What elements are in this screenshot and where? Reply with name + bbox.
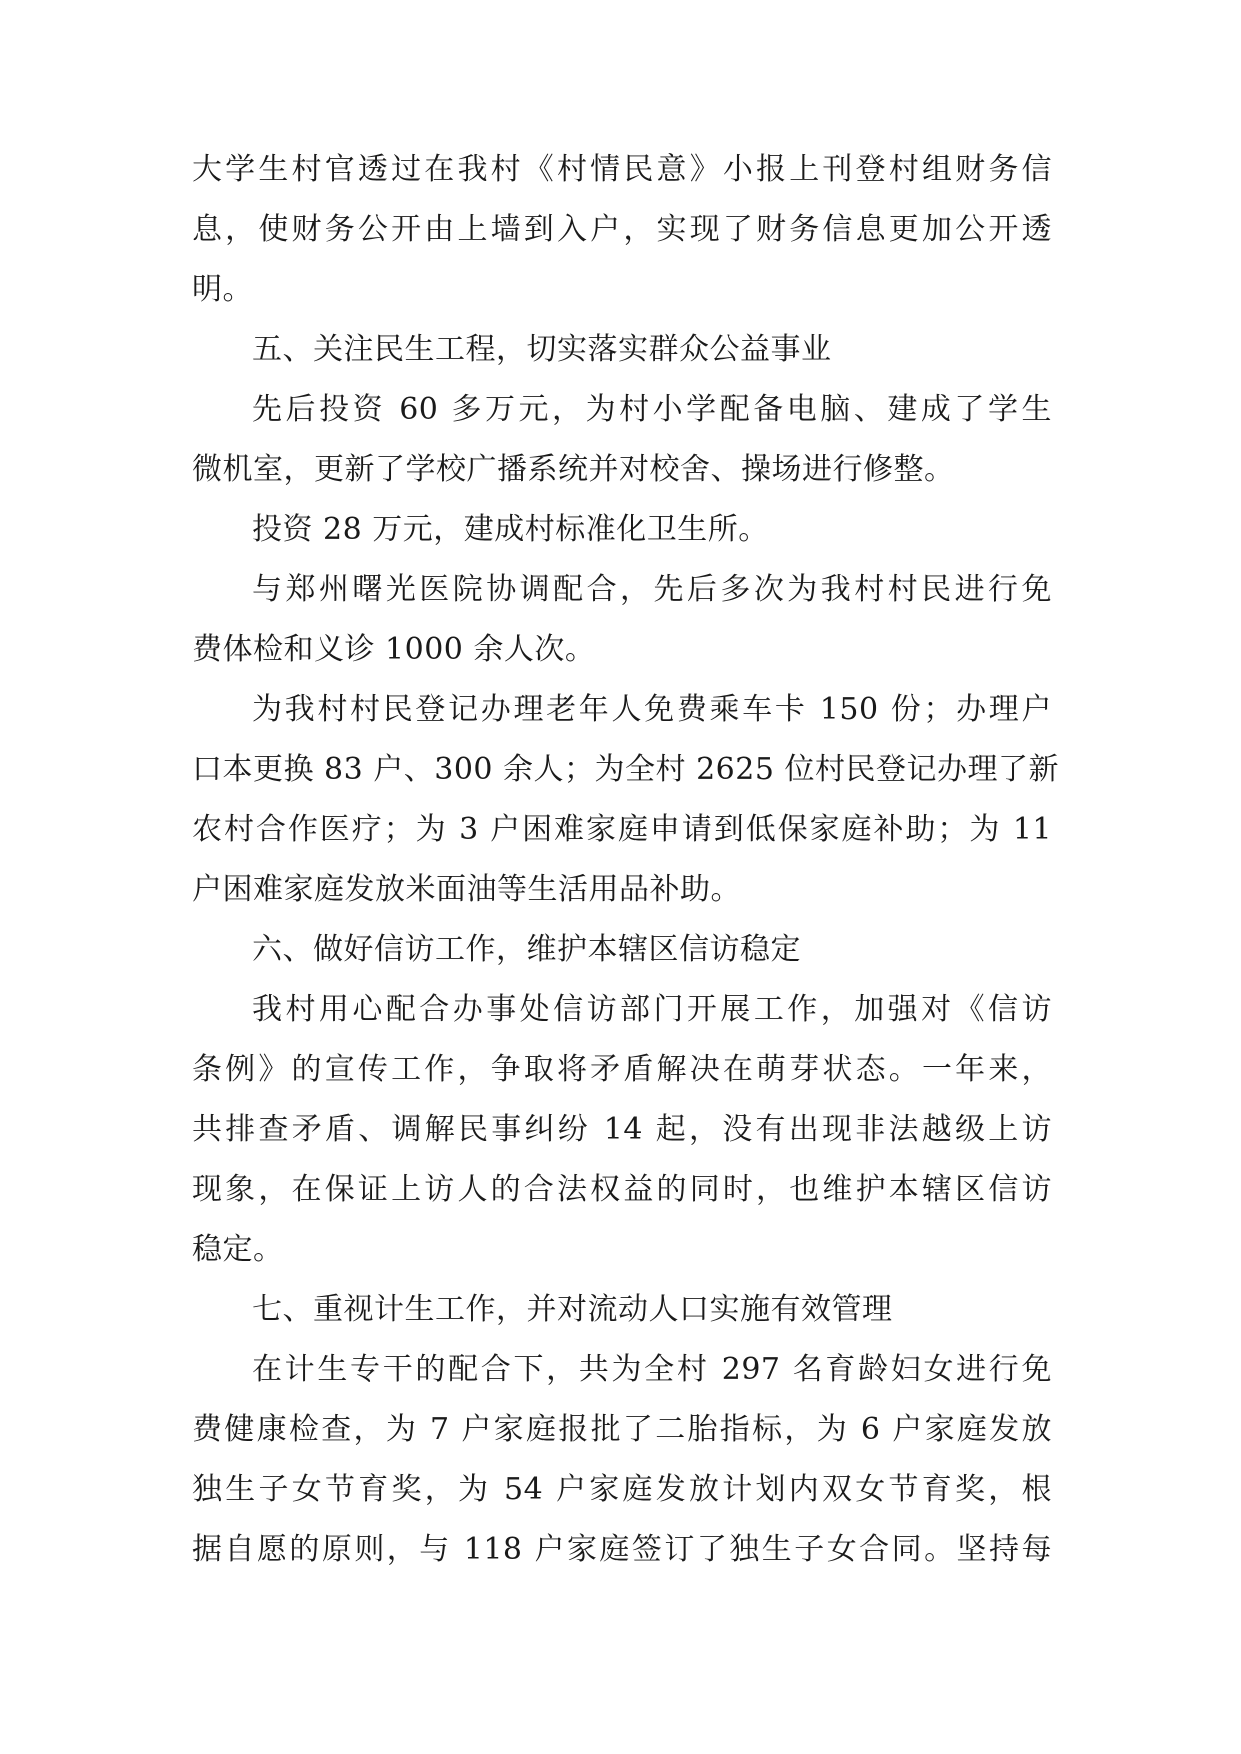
- section-heading: 五、关注民生工程，切实落实群众公益事业: [252, 332, 832, 367]
- text-line: 为我村村民登记办理老年人免费乘车卡 150 份；办理户: [252, 692, 1052, 727]
- text-line: 共排查矛盾、调解民事纠纷 14 起，没有出现非法越级上访: [192, 1112, 1052, 1147]
- text-line: 息，使财务公开由上墙到入户，实现了财务信息更加公开透: [192, 212, 1052, 247]
- text-line: 据自愿的原则，与 118 户家庭签订了独生子女合同。坚持每: [192, 1532, 1052, 1567]
- text-line: 独生子女节育奖，为 54 户家庭发放计划内双女节育奖，根: [192, 1472, 1052, 1507]
- text-line: 明。: [192, 272, 253, 307]
- text-line: 在计生专干的配合下，共为全村 297 名育龄妇女进行免: [252, 1352, 1052, 1387]
- text-line: 条例》的宣传工作，争取将矛盾解决在萌芽状态。一年来，: [192, 1052, 1052, 1087]
- section-heading: 六、做好信访工作，维护本辖区信访稳定: [252, 932, 801, 967]
- text-line: 费体检和义诊 1000 余人次。: [192, 632, 596, 667]
- text-line: 口本更换 83 户、300 余人；为全村 2625 位村民登记办理了新: [192, 752, 1059, 787]
- text-line: 稳定。: [192, 1232, 284, 1267]
- text-line: 先后投资 60 多万元，为村小学配备电脑、建成了学生: [252, 392, 1052, 427]
- section-heading: 七、重视计生工作，并对流动人口实施有效管理: [252, 1292, 893, 1327]
- text-line: 大学生村官透过在我村《村情民意》小报上刊登村组财务信: [192, 152, 1052, 187]
- text-line: 我村用心配合办事处信访部门开展工作，加强对《信访: [252, 992, 1052, 1027]
- text-line: 现象，在保证上访人的合法权益的同时，也维护本辖区信访: [192, 1172, 1052, 1207]
- text-line: 农村合作医疗；为 3 户困难家庭申请到低保家庭补助；为 11: [192, 812, 1052, 847]
- text-line: 投资 28 万元，建成村标准化卫生所。: [252, 512, 769, 547]
- text-line: 与郑州曙光医院协调配合，先后多次为我村村民进行免: [252, 572, 1052, 607]
- text-line: 费健康检查，为 7 户家庭报批了二胎指标，为 6 户家庭发放: [192, 1412, 1052, 1447]
- text-line: 微机室，更新了学校广播系统并对校舍、操场进行修整。: [192, 452, 955, 487]
- text-line: 户困难家庭发放米面油等生活用品补助。: [192, 872, 741, 907]
